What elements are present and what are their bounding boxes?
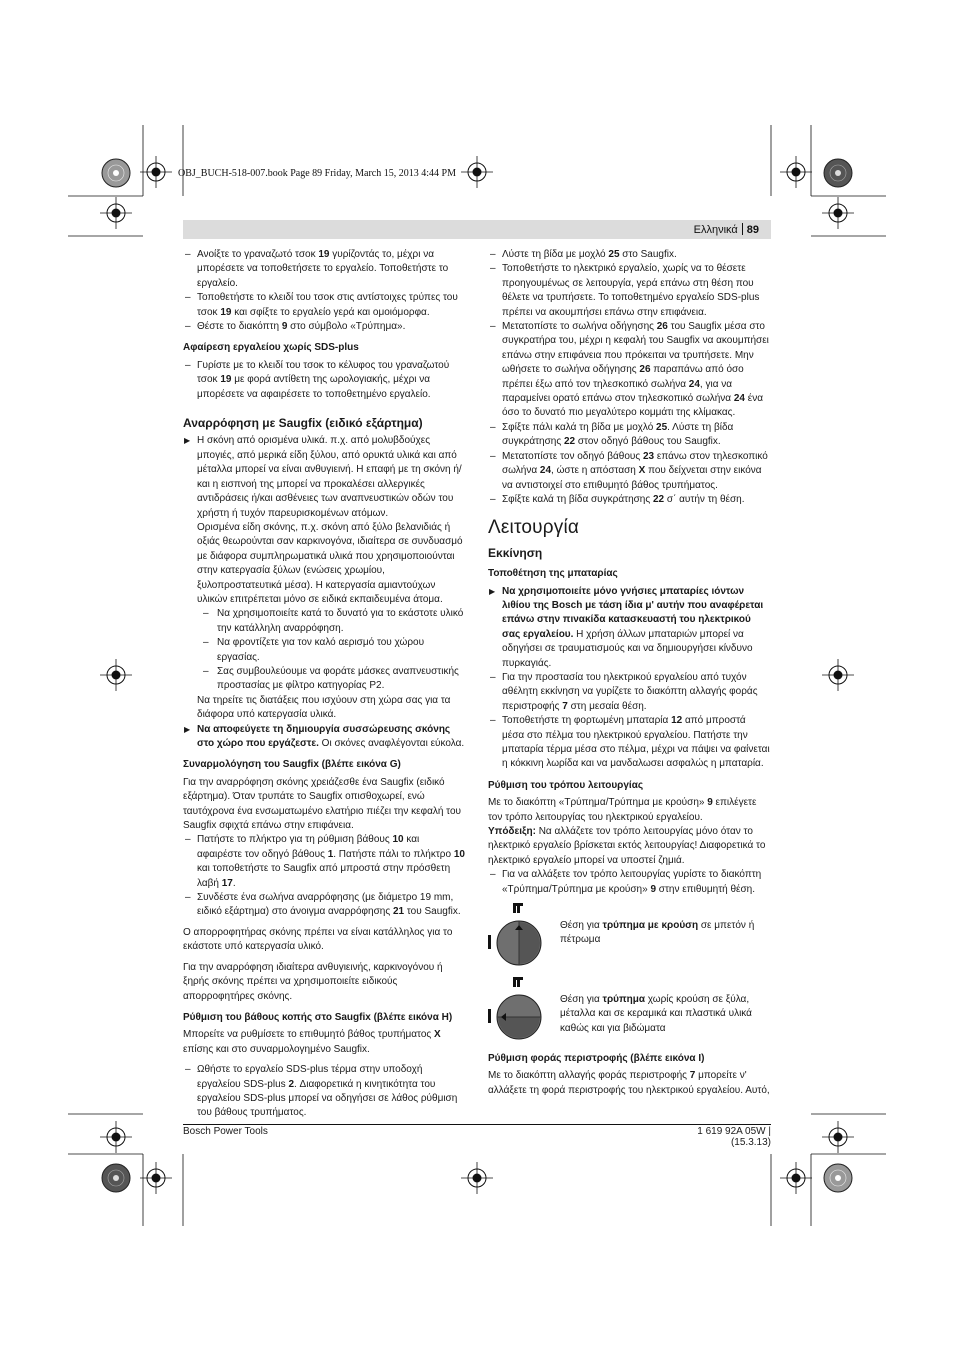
dust-bullet: – Να φροντίζετε για τον καλό αερισμό του χώρου εργασίας. xyxy=(183,636,465,665)
mode-heading: Ρύθμιση του τρόπου λειτουργίας xyxy=(488,779,644,791)
registration-mark-icon xyxy=(100,197,132,229)
mode-bullet: – Για να αλλάξετε τον τρόπο λειτουργίας γυρίστε το διακόπτη «Τρύπημα/Τρύπημα με κρούση» 9 στην επιθυμητή θέση. xyxy=(488,868,770,897)
registration-mark-icon xyxy=(461,156,493,188)
vacuum-text: Ο απορροφητήρας σκόνης πρέπει να είναι κατάλληλος για το εκάστοτε υπό κατεργασία υλικό. xyxy=(183,926,453,953)
operation-heading: Λειτουργία xyxy=(488,517,580,539)
footer-brand: Bosch Power Tools xyxy=(183,1126,268,1137)
battery-bullet: – Για την προστασία του ηλεκτρικού εργαλείου από τυχόν αθέλητη εκκίνηση να γυρίζετε το διακόπτη αλλαγής φοράς περιστροφής 7 στη μεσαία θέση. xyxy=(488,671,770,714)
assembly-bullet: – Συνδέστε ένα σωλήνα αναρρόφησης (με διάμετρο 19 mm, ειδικό εξάρτημα) στο άνοιγμα αναρρόφησης 21 του Saugfix. xyxy=(183,891,465,920)
right-column xyxy=(488,248,770,1098)
registration-mark-icon xyxy=(140,1162,172,1194)
page-number: 89 xyxy=(746,224,759,236)
slug-line: OBJ_BUCH-518-007.book Page 89 Friday, March 15, 2013 4:44 PM xyxy=(178,168,456,179)
header-language: Ελληνικά xyxy=(693,224,738,236)
mode-text: Με το διακόπτη «Τρύπημα/Τρύπημα με κρούση» 9 επιλέγετε τον τρόπο λειτουργίας του ηλεκτρικού εργαλείου. xyxy=(488,797,757,823)
battery-warning: ▶ Να χρησιμοποιείτε μόνο γνήσιες μπαταρίες ιόντων λιθίου της Bosch με τάση ίδια μ' αυτήν που αναφέρεται επάνω στην πινακίδα κατασκευαστή του ηλεκτρικού σας εργαλείου. Η χρήση άλλων μπαταριών μπορεί να οδηγήσει σε τραυματισμούς και να δημιουργήσει κίνδυνο πυρκαγιάς. xyxy=(488,585,770,671)
depth-step: – Λύστε τη βίδα με μοχλό 25 στο Saugfix. xyxy=(488,248,770,262)
header-text xyxy=(694,223,759,236)
registration-mark-icon xyxy=(140,156,172,188)
depth-step: – Μετατοπίστε τον οδηγό βάθους 23 επάνω στον τηλεσκοπικό σωλήνα 24, ώστε η απόσταση X που δείχνεται στην εικόνα να αντιστοιχεί στο επιθυμητό βάθος τρυπήματος. xyxy=(488,450,770,493)
dial-hammer-drill-caption: Θέση για τρύπημα με κρούση σε μπετόν ή πέτρωμα xyxy=(560,920,755,946)
saugfix-heading: Αναρρόφηση με Saugfix (ειδικό εξάρτημα) xyxy=(183,416,423,431)
dust-cancer-text: Ορισμένα είδη σκόνης, π.χ. σκόνη από ξύλο βελανιδιάς ή οξιάς θεωρούνται σαν καρκινογόνα, ιδιαίτερα σε συνδυασμό με διάφορα συμπληρωματικά υλικά που χρησιμοποιούνται στην κατεργασία ξύλων (ενώσεις χρωμίου, ξυλοπροστατευτικά μέσα). Η κατεργασία αμιαντούχων υλικών επιτρέπεται μόνο σε ειδικά εκπαιδευμένα άτομα. xyxy=(197,521,463,605)
dial-drill-caption: Θέση για τρύπημα χωρίς κρούση σε ξύλα, μέταλλα και σε κεραμικά και πλαστικά υλικά καθώς και για βιδώματα xyxy=(560,994,752,1034)
registration-mark-icon xyxy=(822,197,854,229)
assembly-text: Για την αναρρόφηση σκόνης χρειάζεσθε ένα Saugfix (ειδικό εξάρτημα). Όταν τρυπάτε το Saugfix οπισθοχωρεί, ενώ ταυτόχρονα ένα ενσωματωμένο ελατήριο πιέζει την κεφαλή του Saugfix σφιχτά επάνω στην επιφάνεια. xyxy=(183,776,462,832)
depth-step: – Τοποθετήστε το ηλεκτρικό εργαλείο, χωρίς να το θέσετε προηγουμένως σε λειτουργία, γερά επάνω στη θέση που θέλετε να τρυπήσετε. Το τοποθετημένο εργαλείο SDS-plus πρέπει να ακουμπήσει επάνω στην επιφάνεια. xyxy=(488,262,770,320)
left-column xyxy=(183,248,465,1121)
registration-mark-icon xyxy=(780,1162,812,1194)
dial-hammer-drill-row xyxy=(488,903,770,971)
depth-bullet: – Ωθήστε το εργαλείο SDS-plus τέρμα στην υποδοχή εργαλείου SDS-plus 2. Διαφορετικά η κινητικότητα του εργαλείου SDS-plus μπορεί να οδηγήσει σε λάθος ρύθμιση του βάθους τρυπήματος. xyxy=(183,1063,465,1121)
page-header xyxy=(183,220,771,239)
hammer-drill-dial-icon xyxy=(488,903,548,971)
depth-step: – Σφίξτε πάλι καλά τη βίδα με μοχλό 25. Λύστε τη βίδα συγκράτησης 22 στον οδηγό βάθους του Saugfix. xyxy=(488,421,770,450)
remove-bullet: – Γυρίστε με το κλειδί του τσοκ το κέλυφος του γραναζωτού τσοκ 19 με φορά αντίθετη της ωρολογιακής, μέχρι να μπορέσετε να αφαιρέσετε το τοποθετημένο εργαλείο. xyxy=(183,359,465,402)
rotation-text: Με το διακόπτη αλλαγής φοράς περιστροφής 7 μπορείτε ν' αλλάξετε τη φορά περιστροφής του ηλεκτρικού εργαλείου. Αυτό, xyxy=(488,1070,770,1096)
remove-heading: Αφαίρεση εργαλείου χωρίς SDS-plus xyxy=(183,342,359,354)
registration-mark-icon xyxy=(100,659,132,691)
battery-bullet: – Τοποθετήστε τη φορτωμένη μπαταρία 12 από μπροστά μέσα στο πέλμα του ηλεκτρικού εργαλείου. Πατήστε την μπαταρία τέρμα μέσα στο πέλμα, μέχρι να πάψει να φαίνεται η κόκκινη λωρίδα και να μανδαλωσει ασφαλώς η μπαταρία. xyxy=(488,714,770,772)
dial-drill-row xyxy=(488,977,770,1045)
registration-mark-icon xyxy=(822,659,854,691)
depth-step: – Μετατοπίστε το σωλήνα οδήγησης 26 του Saugfix μέσα στο συγκρατήρα του, μέχρι η κεφαλή του Saugfix να ακουμπήσει επάνω στην επιφάνεια που πρόκειται να τρυπήσετε. Μην ωθήσετε το σωλήνα οδήγησης 26 παραπάνω από όσο πρέπει έξω από τον τηλεσκοπικό σωλήνα 24, για να παραμείνει ορατό επάνω στον τηλεσκοπικό σωλήνα 24 ένα όσο το δυνατό πιο μεγαλύτερο κομμάτι της κλίμακας. xyxy=(488,320,770,421)
rotation-heading: Ρύθμιση φοράς περιστροφής (βλέπε εικόνα I) xyxy=(488,1053,705,1065)
color-wheel-icon xyxy=(824,1164,852,1192)
intro-bullet: – Τοποθετήστε το κλειδί του τσοκ στις αντίστοιχες τρύπες του τσοκ 19 και σφίξτε το εργαλείο γερά και ομοιόμορφα. xyxy=(183,291,465,320)
registration-mark-icon xyxy=(100,1121,132,1153)
assembly-heading: Συναρμολόγηση του Saugfix (βλέπε εικόνα G) xyxy=(183,759,401,771)
depth-heading: Ρύθμιση του βάθους κοπής στο Saugfix (βλέπε εικόνα H) xyxy=(183,1011,453,1023)
dust-warning: ▶ Η σκόνη από ορισμένα υλικά. π.χ. από μολυβδούχες μπογιές, από μερικά είδη ξύλου, από ορυκτά υλικά και από μέταλλα μπορεί να είναι ανθυγιεινή. Η επαφή με τη σκόνη ή/και η εισπνοή της μπορεί να προκαλέσει αλλεργικές αντιδράσεις ή/και ασθένειες των αναπνευστικών οδών του χρήστη ή τυχόν παρευρισκομένων ατόμων. xyxy=(183,434,465,520)
registration-mark-icon xyxy=(780,156,812,188)
startup-heading: Εκκίνηση xyxy=(488,545,543,560)
color-wheel-icon xyxy=(102,1164,130,1192)
footer-rule xyxy=(183,1124,771,1125)
color-wheel-icon xyxy=(102,159,130,187)
registration-mark-icon xyxy=(822,1121,854,1153)
dust-rules: Να τηρείτε τις διατάξεις που ισχύουν στη χώρα σας για τα διάφορα υπό κατεργασία υλικά. xyxy=(197,694,451,721)
depth-step: – Σφίξτε καλά τη βίδα συγκράτησης 22 σ΄ αυτήν τη θέση. xyxy=(488,493,770,507)
intro-bullet: – Ανοίξτε το γραναζωτό τσοκ 19 γυρίζοντάς το, μέχρι να μπορέσετε να τοποθετήσετε το εργαλείο. Τοποθετήστε το εργαλείο. xyxy=(183,248,465,291)
color-wheel-icon xyxy=(824,159,852,187)
assembly-bullet: – Πατήστε το πλήκτρο για τη ρύθμιση βάθους 10 και αφαιρέστε τον οδηγό βάθους 1. Πατήστε πάλι το πλήκτρο 10 και τοποθετήστε το Saugfix από μπροστά στην πρόσθετη λαβή 17. xyxy=(183,833,465,891)
avoid-dust-warning: ▶ Να αποφεύγετε τη δημιουργία συσσώρευσης σκόνης στο χώρο που εργάζεστε. Οι σκόνες αναφλέγονται εύκολα. xyxy=(183,723,465,752)
drill-dial-icon xyxy=(488,977,548,1045)
dust-bullet: – Να χρησιμοποιείτε κατά το δυνατό για το εκάστοτε υλικό την κατάλληλη αναρρόφηση. xyxy=(183,607,465,636)
dust-bullet: – Σας συμβουλεύουμε να φοράτε μάσκες αναπνευστικής προστασίας με φίλτρο κατηγορίας P2. xyxy=(183,665,465,694)
footer-doc-number: 1 619 92A 05W | (15.3.13) xyxy=(697,1126,771,1148)
vacuum-text: Για την αναρρόφηση ιδιαίτερα ανθυγιεινής, καρκινογόνου ή ξηρής σκόνης πρέπει να χρησιμοποιείτε ειδικούς απορροφητήρες σκόνης. xyxy=(183,961,443,1002)
battery-heading: Τοποθέτηση της μπαταρίας xyxy=(488,568,618,580)
registration-mark-icon xyxy=(461,1162,493,1194)
depth-text: Μπορείτε να ρυθμίσετε το επιθυμητό βάθος τρυπήματος X επίσης και στο συναρμολογημένο Saugfix. xyxy=(183,1029,441,1055)
intro-bullet: – Θέστε το διακόπτη 9 στο σύμβολο «Τρύπημα». xyxy=(183,320,465,334)
mode-note: Υπόδειξη: Να αλλάζετε τον τρόπο λειτουργίας μόνο όταν το ηλεκτρικό εργαλείο βρίσκεται εκτός λειτουργίας! Διαφορετικά το ηλεκτρικό εργαλείο μπορεί να υποστεί ζημιά. xyxy=(488,826,766,866)
